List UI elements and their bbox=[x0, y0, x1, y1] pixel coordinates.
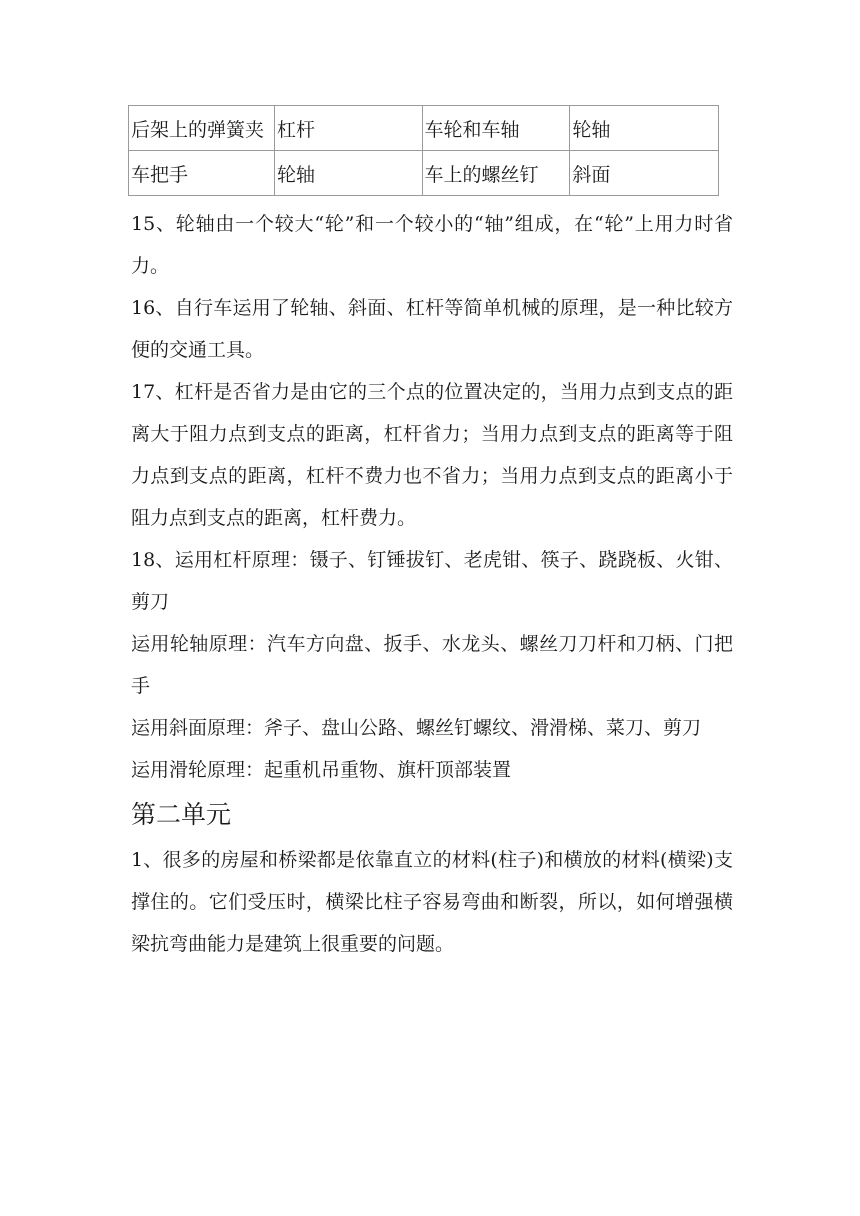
paragraph-pulley: 运用滑轮原理：起重机吊重物、旗杆顶部装置 bbox=[131, 759, 512, 781]
table-cell: 杠杆 bbox=[274, 106, 422, 151]
table-cell: 车上的螺丝钉 bbox=[422, 151, 570, 196]
paragraph-16: 16、自行车运用了轮轴、斜面、杠杆等简单机械的原理，是一种比较方便的交通工具。 bbox=[131, 297, 733, 361]
paragraph-18: 18、运用杠杆原理：镊子、钉锤拔钉、老虎钳、筷子、跷跷板、火钳、剪刀 bbox=[131, 549, 733, 613]
section-heading: 第二单元 bbox=[131, 800, 232, 829]
body-text bbox=[131, 203, 733, 965]
paragraph-incline: 运用斜面原理：斧子、盘山公路、螺丝钉螺纹、滑滑梯、菜刀、剪刀 bbox=[131, 717, 702, 739]
table-cell: 轮轴 bbox=[274, 151, 422, 196]
paragraph-unit2-1: 1、很多的房屋和桥梁都是依靠直立的材料(柱子)和横放的材料(横梁)支撑住的。它们受压时，横梁比柱子容易弯曲和断裂，所以，如何增强横梁抗弯曲能力是建筑上很重要的问题。 bbox=[131, 849, 733, 955]
table-cell: 后架上的弹簧夹 bbox=[129, 106, 275, 151]
table-cell: 轮轴 bbox=[570, 106, 719, 151]
paragraph-15: 15、轮轴由一个较大“轮”和一个较小的“轴”组成，在“轮”上用力时省力。 bbox=[131, 213, 733, 277]
table-cell: 斜面 bbox=[570, 151, 719, 196]
table-cell: 车轮和车轴 bbox=[422, 106, 570, 151]
table-row bbox=[129, 151, 719, 196]
paragraph-17: 17、杠杆是否省力是由它的三个点的位置决定的，当用力点到支点的距离大于阻力点到支点的距离，杠杆省力；当用力点到支点的距离等于阻力点到支点的距离，杠杆不费力也不省力；当用力点到支点的距离小于阻力点到支点的距离，杠杆费力。 bbox=[131, 381, 733, 529]
table-row bbox=[129, 106, 719, 151]
table-cell: 车把手 bbox=[129, 151, 275, 196]
machine-parts-table bbox=[128, 105, 719, 196]
paragraph-wheel-axle: 运用轮轴原理：汽车方向盘、扳手、水龙头、螺丝刀刀杆和刀柄、门把手 bbox=[131, 633, 733, 697]
